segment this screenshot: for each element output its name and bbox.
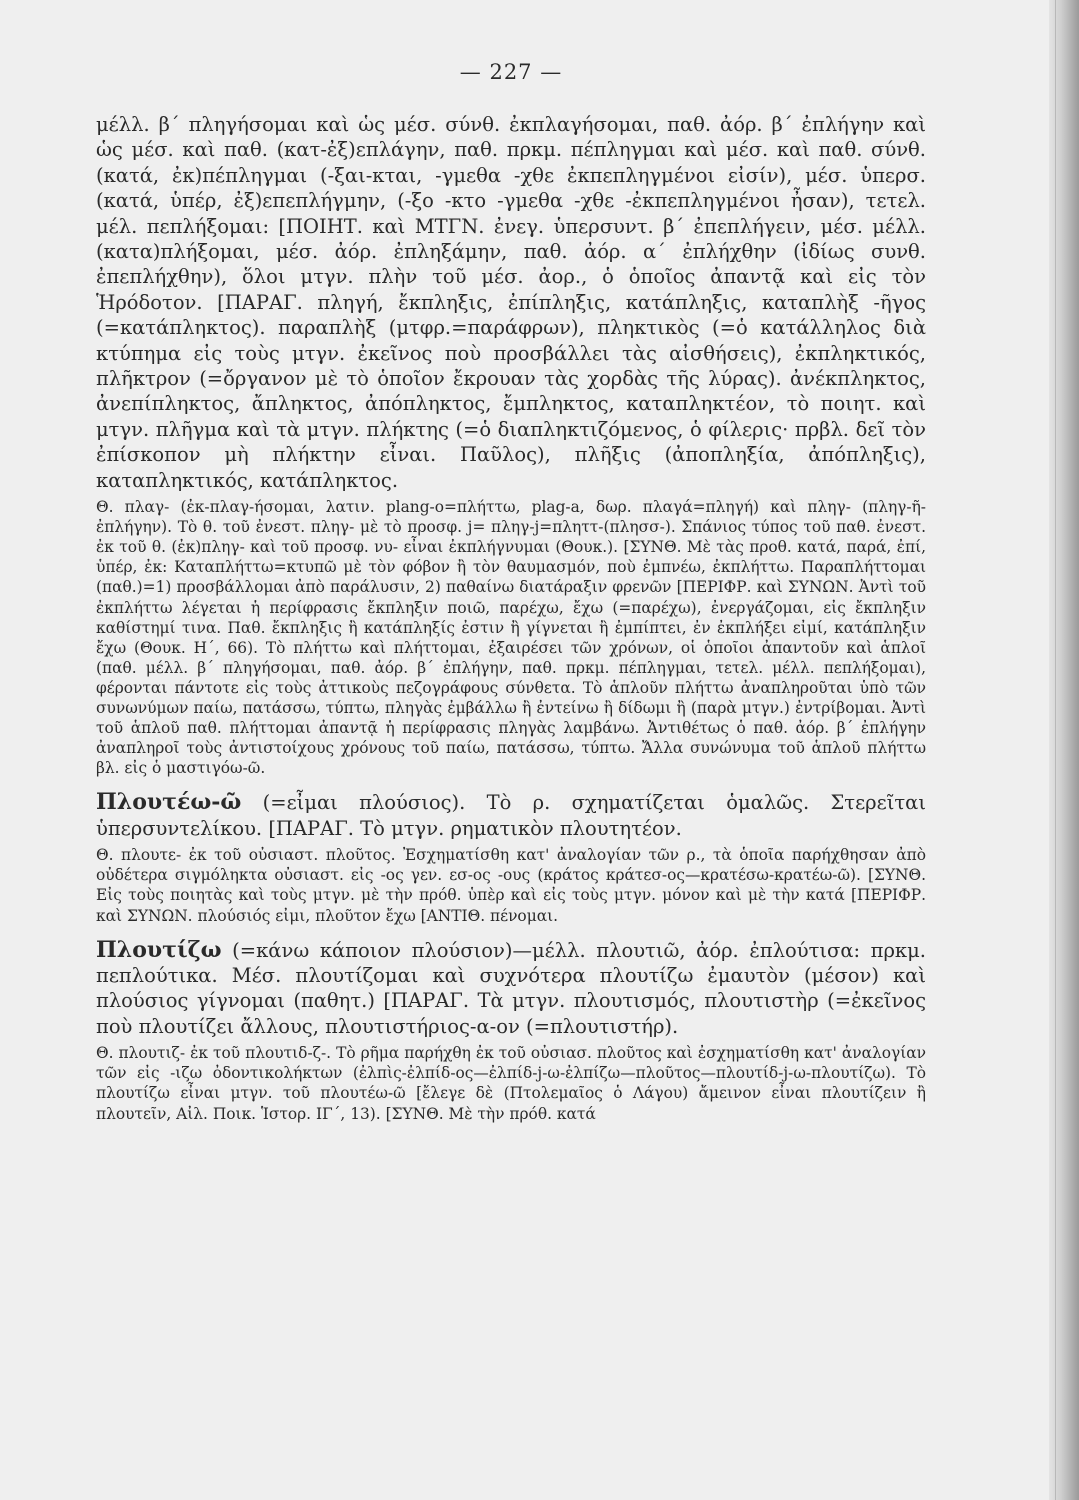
entry-body: (=κάνω κάποιον πλούσιον)—μέλλ. πλουτιῶ, ἀόρ. ἐπλούτισα: πρκμ. πεπλούτικα. Μέσ. πλουτίζομαι καὶ συχνότερα πλουτίζω ἐμαυτὸν (μέσον) καὶ πλούσιος γίγνομαι (παθητ.) [ΠΑΡΑΓ. Τὰ μτγν. πλουτισμός, πλουτιστὴρ (=ἐκεῖνος ποὺ πλουτίζει ἄλλους, πλουτιστήριος-α-ον (=πλουτιστήρ). <box>96 938 926 1038</box>
etymology-paragraph: Θ. πλαγ- (ἐκ-πλαγ-ήσομαι, λατιν. plang-o=πλήττω, plag-a, δωρ. πλαγά=πληγή) καὶ πληγ- (πληγ-ῆ-ἐπλήγην). Τὸ θ. τοῦ ἐνεστ. πληγ- μὲ τὸ προσφ. j= πληγ-j=πληττ-(πλησσ-). Σπάνιος τύπος τοῦ παθ. ἐνεστ. ἐκ τοῦ θ. (ἐκ)πληγ- καὶ τοῦ προσφ. νυ- εἶναι ἐκπλήγνυμαι (Θουκ.). [ΣΥΝΘ. Μὲ τὰς προθ. κατά, παρά, ἐπί, ὑπέρ, ἐκ: Καταπλήττω=κτυπῶ μὲ τὸν φόβον ἢ τὸν θαυμασμόν, ποὺ ἐμπνέω, ἐκπλήττω. Παραπλήττομαι (παθ.)=1) προσβάλλομαι ἀπὸ παράλυσιν, 2) παθαίνω διατάραξιν φρενῶν [ΠΕΡΙΦΡ. καὶ ΣΥΝΩΝ. Ἀντὶ τοῦ ἐκπλήττω λέγεται ἡ περίφρασις ἔκπληξιν ποιῶ, παρέχω, ἔχω (=παρέχω), ἐνεργάζομαι, εἰς ἔκπληξιν καθίστημί τινα. Παθ. ἔκπληξις ἢ κατάπληξίς ἐστιν ἢ γίγνεται ἢ ἐμπίπτει, ἐν ἐκπλήξει εἰμί, κατάπληξιν ἔχω (Θουκ. Η΄, 66). Τὸ πλήττω καὶ πλήττομαι, ἐξαιρέσει τῶν χρόνων, οἱ ὁποῖοι ἀπαντοῦν καὶ ἁπλοῖ (παθ. μέλλ. β΄ πληγήσομαι, παθ. ἀόρ. β΄ ἐπλήγην, παθ. πρκμ. πέπληγμαι, τετελ. μέλλ. πεπλήξομαι), φέρονται πάντοτε εἰς τοὺς ἀττικοὺς πεζογράφους σύνθετα. Τὸ ἁπλοῦν πλήττω ἀναπληροῦται ὑπὸ τῶν συνωνύμων παίω, πατάσσω, τύπτω, πληγὰς ἐμβάλλω ἢ ἐντείνω ἢ δίδωμι ἢ (παρὰ μτγν.) ἐντρίβομαι. Ἀντὶ τοῦ ἁπλοῦ παθ. πλήττομαι ἀπαντᾷ ἡ περίφρασις πληγὰς λαμβάνω. Ἀντιθέτως ὁ παθ. ἀόρ. β΄ ἐπλήγην ἀναπληροῖ τοὺς ἀντιστοίχους χρόνους τοῦ παίω, πατάσσω, τύπτω. Ἄλλα συνώνυμα τοῦ ἁπλοῦ πλήττω βλ. εἰς ὁ μαστιγόω-ῶ. <box>96 498 926 778</box>
dictionary-entry <box>96 790 926 841</box>
page-number: — 227 — <box>459 60 563 84</box>
entry-headword: Πλουτέω-ῶ <box>96 789 242 816</box>
page-text <box>96 60 926 1124</box>
entry-body: (=εἶμαι πλούσιος). Τὸ ρ. σχηματίζεται ὁμαλῶς. Στερεῖται ὑπερσυντελίκου. [ΠΑΡΑΓ. Τὸ μτγν. ρηματικὸν πλουτητέον. <box>96 791 926 840</box>
entry-continuation-paragraph: μέλλ. β΄ πληγήσομαι καὶ ὡς μέσ. σύνθ. ἐκπλαγήσομαι, παθ. ἀόρ. β΄ ἐπλήγην καὶ ὡς μέσ. καὶ παθ. (κατ-ἐξ)επλάγην, παθ. πρκμ. πέπληγμαι καὶ μέσ. καὶ παθ. σύνθ. (κατά, ἐκ)πέπληγμαι (-ξαι-κται, -γμεθα -χθε ἐκπεπληγμένοι εἰσίν), μέσ. ὑπερσ. (κατά, ὑπέρ, ἐξ)επεπλήγμην, (-ξο -κτο -γμεθα -χθε -ἐκπεπληγμένοι ἦσαν), τετελ. μέλ. πεπλήξομαι: [ΠΟΙΗΤ. καὶ ΜΤΓΝ. ἐνεγ. ὑπερσυντ. β΄ ἐπεπλήγειν, μέσ. μέλλ. (κατα)πλήξομαι, μέσ. ἀόρ. ἐπληξάμην, παθ. ἀόρ. α΄ ἐπλήχθην (ἰδίως συνθ. ἐπεπλήχθην), ὅλοι μτγν. πλὴν τοῦ μέσ. ἀορ., ὁ ὁποῖος ἀπαντᾷ καὶ εἰς τὸν Ἡρόδοτον. [ΠΑΡΑΓ. πληγή, ἔκπληξις, ἐπίπληξις, κατάπληξις, καταπλὴξ -ῆγος (=κατάπληκτος). παραπλὴξ (μτφρ.=παράφρων), πληκτικὸς (=ὁ κατάλληλος διὰ κτύπημα εἰς τοὺς μτγν. ἐκεῖνος ποὺ προσβάλλει τὰς αἰσθήσεις), ἐκπληκτικός, πλῆκτρον (=ὄργανον μὲ τὸ ὁποῖον ἔκρουαν τὰς χορδὰς τῆς λύρας). ἀνέκπληκτος, ἀνεπίπληκτος, ἄπληκτος, ἀπόπληκτος, ἔμπληκτος, καταπληκτέον, τὸ ποιητ. καὶ μτγν. πλῆγμα καὶ τὰ μτγν. πλήκτης (=ὁ διαπληκτιζόμενος, ὁ φίλερις· πρβλ. δεῖ τὸν ἐπίσκοπον μὴ πλήκτην εἶναι. Παῦλος), πλῆξις (ἀποπληξία, ἀπόπληξις), καταπληκτικός, κατάπληκτος. <box>96 113 926 492</box>
dictionary-entry <box>96 938 926 1040</box>
entry-headword: Πλουτίζω <box>96 936 222 963</box>
page-edge-shadow <box>1049 0 1079 1500</box>
etymology-paragraph: Θ. πλουτε- ἐκ τοῦ οὐσιαστ. πλοῦτος. Ἐσχηματίσθη κατ' ἀναλογίαν τῶν ρ., τὰ ὁποῖα παρήχθησαν ἀπὸ οὐδέτερα σιγμόληκτα οὐσιαστ. εἰς -ος γεν. εσ-ος -ους (κράτος κράτεσ-ος—κρατέσω-κρατέω-ῶ). [ΣΥΝΘ. Εἰς τοὺς ποιητὰς καὶ τοὺς μτγν. μὲ τὴν πρόθ. ὑπὲρ καὶ εἰς τοὺς μτγν. μόνον καὶ μὲ τὴν κατά [ΠΕΡΙΦΡ. καὶ ΣΥΝΩΝ. πλούσιός εἰμι, πλοῦτον ἔχω [ΑΝΤΙΘ. πένομαι. <box>96 846 926 925</box>
etymology-paragraph: Θ. πλουτιζ- ἐκ τοῦ πλουτιδ-ζ-. Τὸ ρῆμα παρήχθη ἐκ τοῦ οὐσιασ. πλοῦτος καὶ ἐσχηματίσθη κατ' ἀναλογίαν τῶν εἰς -ιζω ὀδοντικολήκτων (ἐλπὶς-ἐλπίδ-ος—ἐλπίδ-j-ω-ἐλπίζω—πλοῦτος—πλουτίδ-j-ω-πλουτίζω). Τὸ πλουτίζω εἶναι μτγν. τοῦ πλουτέω-ῶ [ἔλεγε δὲ (Πτολεμαῖος ὁ Λάγου) ἄμεινον εἶναι πλουτίζειν ἢ πλουτεῖν, Αἰλ. Ποικ. Ἱστορ. ΙΓ΄, 13). [ΣΥΝΘ. Μὲ τὴν πρόθ. κατά <box>96 1044 926 1123</box>
